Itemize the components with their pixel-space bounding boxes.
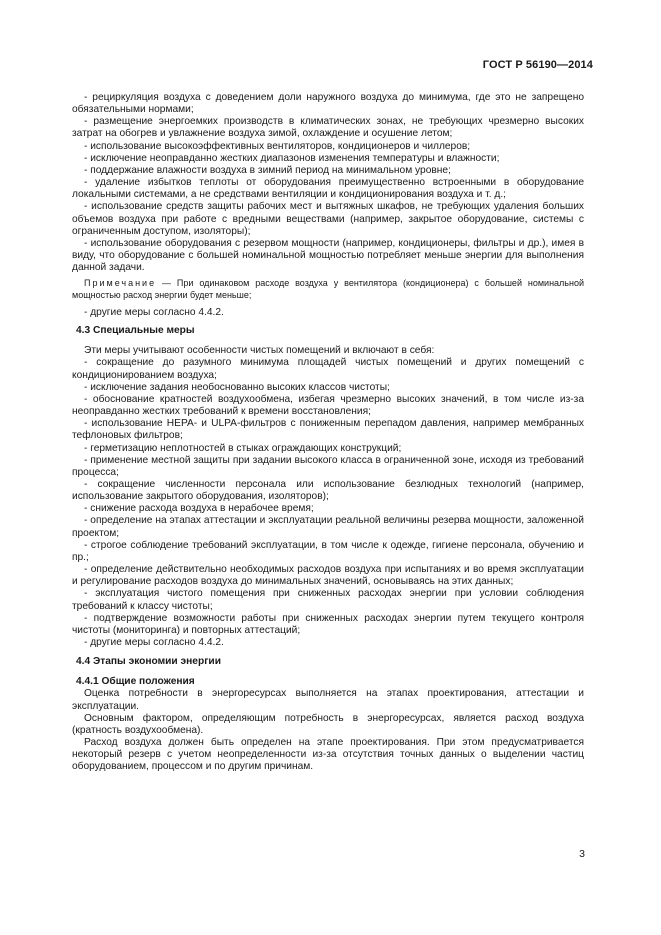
- note-text: — При одинаковом расходе воздуха у вентилятора (кондиционера) с большей номинальной мощностью расход энергии будет меньше;: [72, 278, 584, 300]
- list-item: - применение местной защиты при задании высокого класса в ограниченной зоне, исходя из требований процесса;: [72, 454, 584, 478]
- note: [72, 278, 584, 301]
- section-intro: Эти меры учитывают особенности чистых помещений и включают в себя:: [84, 345, 435, 357]
- list-item: - строгое соблюдение требований эксплуатации, в том числе к одежде, гигиене персонала, обучению и пр.;: [72, 539, 584, 563]
- list-item: - другие меры согласно 4.4.2.: [84, 306, 224, 318]
- list-item: - использование HEPA- и ULPA-фильтров с пониженным перепадом давления, например мембранных тефлоновых фильтров;: [72, 418, 584, 442]
- paragraph: Основным фактором, определяющим потребность в энергоресурсах, является расход воздуха (кратность воздухообмена).: [72, 712, 584, 736]
- list-item: - исключение неоправданно жестких диапазонов изменения температуры и влажности;: [84, 152, 500, 164]
- paragraph: Оценка потребности в энергоресурсах выполняется на этапах проектирования, аттестации и эксплуатации.: [72, 688, 584, 712]
- paragraph: Расход воздуха должен быть определен на этапе проектирования. При этом предусматривается некоторый резерв с учетом неопределенности из-за отсутствия точных данных о выделении частиц оборудованием, процессом и по другим причинам.: [72, 737, 584, 773]
- list-item: - подтверждение возможности работы при сниженных расходах энергии путем текущего контроля чистоты (мониторинга) и повторных аттестаций;: [72, 612, 584, 636]
- list-item: - сокращение численности персонала или использование безлюдных технологий (например, использование закрытого оборудования, изоляторов);: [72, 478, 584, 503]
- list-item: - размещение энергоемких производств в климатических зонах, не требующих чрезмерно высоких затрат на обогрев и увлажнение воздуха зимой, охлаждение и осушение летом;: [72, 116, 584, 140]
- section-heading: 4.4 Этапы экономии энергии: [76, 656, 221, 668]
- list-item: - использование оборудования с резервом мощности (например, кондиционеры, фильтры и др.), имея в виду, что оборудование с большей номинальной мощностью потребляет меньше энергии для выполнения данной задачи.: [72, 237, 584, 274]
- list-item: - герметизацию неплотностей в стыках ограждающих конструкций;: [84, 442, 402, 454]
- list-item: - другие меры согласно 4.4.2.: [84, 637, 224, 648]
- list-item: - снижение расхода воздуха в нерабочее время;: [84, 503, 314, 515]
- list-item: - использование средств защиты рабочих мест и вытяжных шкафов, не требующих удаления больших объемов воздуха при работе с вредными веществами (например, закрытое оборудование, системы с ограниченным доступом, изоляторы);: [72, 201, 584, 237]
- list-item: - использование высокоэффективных вентиляторов, кондиционеров и чиллеров;: [84, 140, 471, 152]
- list-item: - определение действительно необходимых расходов воздуха при испытаниях и во время эксплуатации и регулирование расходов воздуха до минимальных значений, основываясь на этих данных;: [72, 564, 584, 588]
- list-item: - удаление избытков теплоты от оборудования преимущественно встроенными в оборудование локальными системами, а не средствами вентиляции и кондиционирования воздуха и т. д.;: [72, 177, 584, 201]
- page-number: 3: [579, 848, 585, 860]
- subsection-heading: 4.4.1 Общие положения: [76, 676, 195, 688]
- list-item: - определение на этапах аттестации и эксплуатации реальной величины резерва мощности, заложенной проектом;: [72, 515, 584, 539]
- note-label: Примечание: [84, 278, 157, 289]
- list-item: - эксплуатация чистого помещения при сниженных расходах энергии при условии соблюдения требований к классу чистоты;: [72, 588, 584, 612]
- section-heading: 4.3 Специальные меры: [76, 325, 195, 337]
- list-item: - обоснование кратностей воздухообмена, избегая чрезмерно высоких значений, в том числе из-за неоправданно жестких требований к времени восстановления;: [72, 393, 584, 418]
- page-body: [72, 92, 584, 774]
- list-item: - рециркуляция воздуха с доведением доли наружного воздуха до минимума, где это не запрещено обязательными нормами;: [72, 92, 584, 116]
- list-item: - поддержание влажности воздуха в зимний период на минимальном уровне;: [84, 164, 451, 176]
- standard-code: ГОСТ Р 56190—2014: [482, 59, 593, 71]
- list-item: - исключение задания необоснованно высоких классов чистоты;: [84, 381, 390, 393]
- list-item: - сокращение до разумного минимума площадей чистых помещений и других помещений с кондиционированием воздуха;: [72, 357, 584, 381]
